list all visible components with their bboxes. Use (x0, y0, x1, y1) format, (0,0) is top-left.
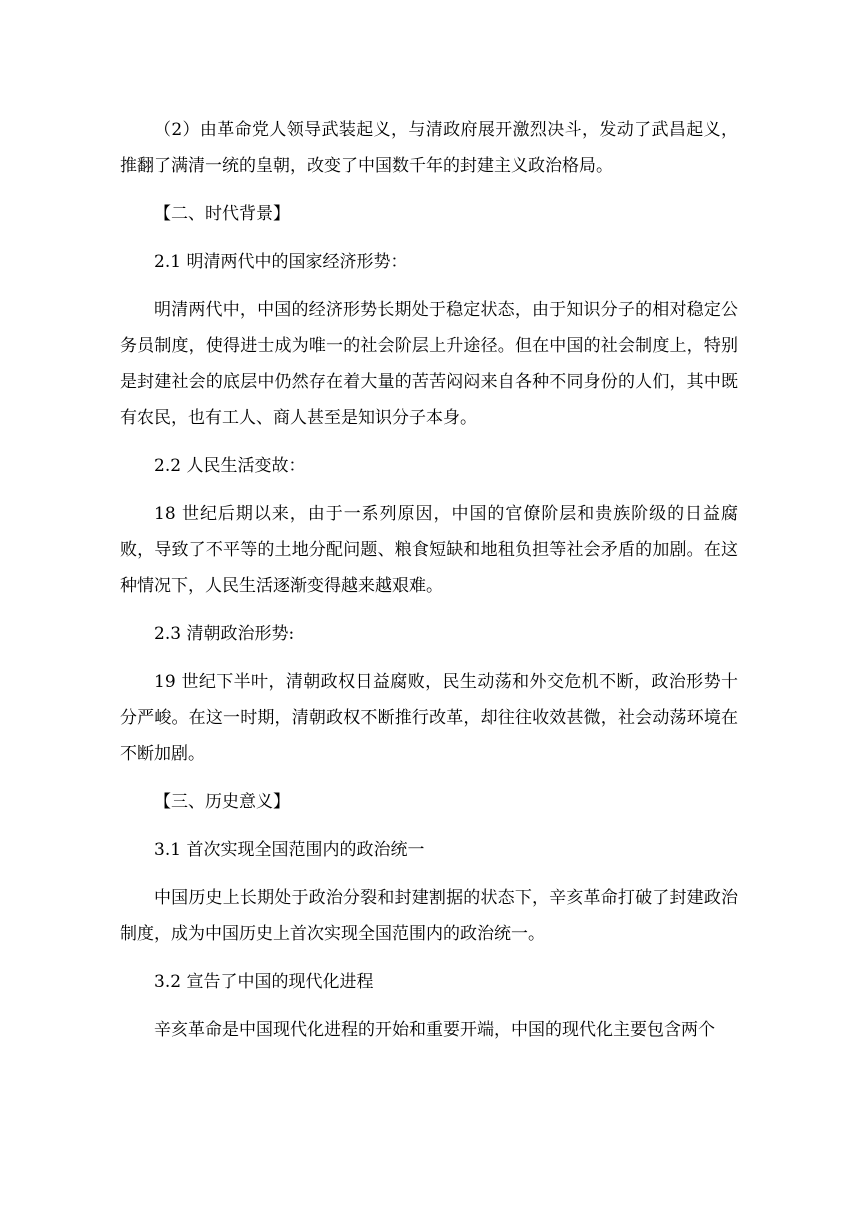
document-body (120, 112, 738, 1060)
paragraph-qing-politics: 19 世纪下半叶，清朝政权日益腐败，民生动荡和外交危机不断，政治形势十分严峻。在这一时期，清朝政权不断推行改革，却往往收效甚微，社会动荡环境在不断加剧。 (120, 672, 738, 764)
section-heading-background: 【二、时代背景】 (154, 204, 290, 224)
subheading-2-3: 2.3 清朝政治形势: (154, 624, 295, 644)
section-heading-significance: 【三、历史意义】 (154, 792, 290, 812)
subheading-3-2: 3.2 宣告了中国的现代化进程 (154, 972, 374, 992)
subheading-2-1: 2.1 明清两代中的国家经济形势： (154, 252, 408, 272)
subheading-2-2: 2.2 人民生活变故： (154, 456, 306, 476)
paragraph-modernization: 辛亥革命是中国现代化进程的开始和重要开端，中国的现代化主要包含两个 (154, 1020, 715, 1040)
paragraph-livelihood: 18 世纪后期以来，由于一系列原因，中国的官僚阶层和贵族阶级的日益腐败，导致了不平等的土地分配问题、粮食短缺和地租负担等社会矛盾的加剧。在这种情况下，人民生活逐渐变得越来越艰难。 (120, 504, 738, 596)
paragraph-unification: 中国历史上长期处于政治分裂和封建割据的状态下，辛亥革命打破了封建政治制度，成为中国历史上首次实现全国范围内的政治统一。 (120, 888, 738, 944)
paragraph-wuchang-uprising: （2）由革命党人领导武装起义，与清政府展开激烈决斗，发动了武昌起义，推翻了满清一统的皇朝，改变了中国数千年的封建主义政治格局。 (120, 120, 738, 176)
paragraph-economy: 明清两代中，中国的经济形势长期处于稳定状态，由于知识分子的相对稳定公务员制度，使得进士成为唯一的社会阶层上升途径。但在中国的社会制度上，特别是封建社会的底层中仍然存在着大量的苦苦闷闷来自各种不同身份的人们，其中既有农民，也有工人、商人甚至是知识分子本身。 (120, 300, 738, 428)
subheading-3-1: 3.1 首次实现全国范围内的政治统一 (154, 840, 425, 860)
